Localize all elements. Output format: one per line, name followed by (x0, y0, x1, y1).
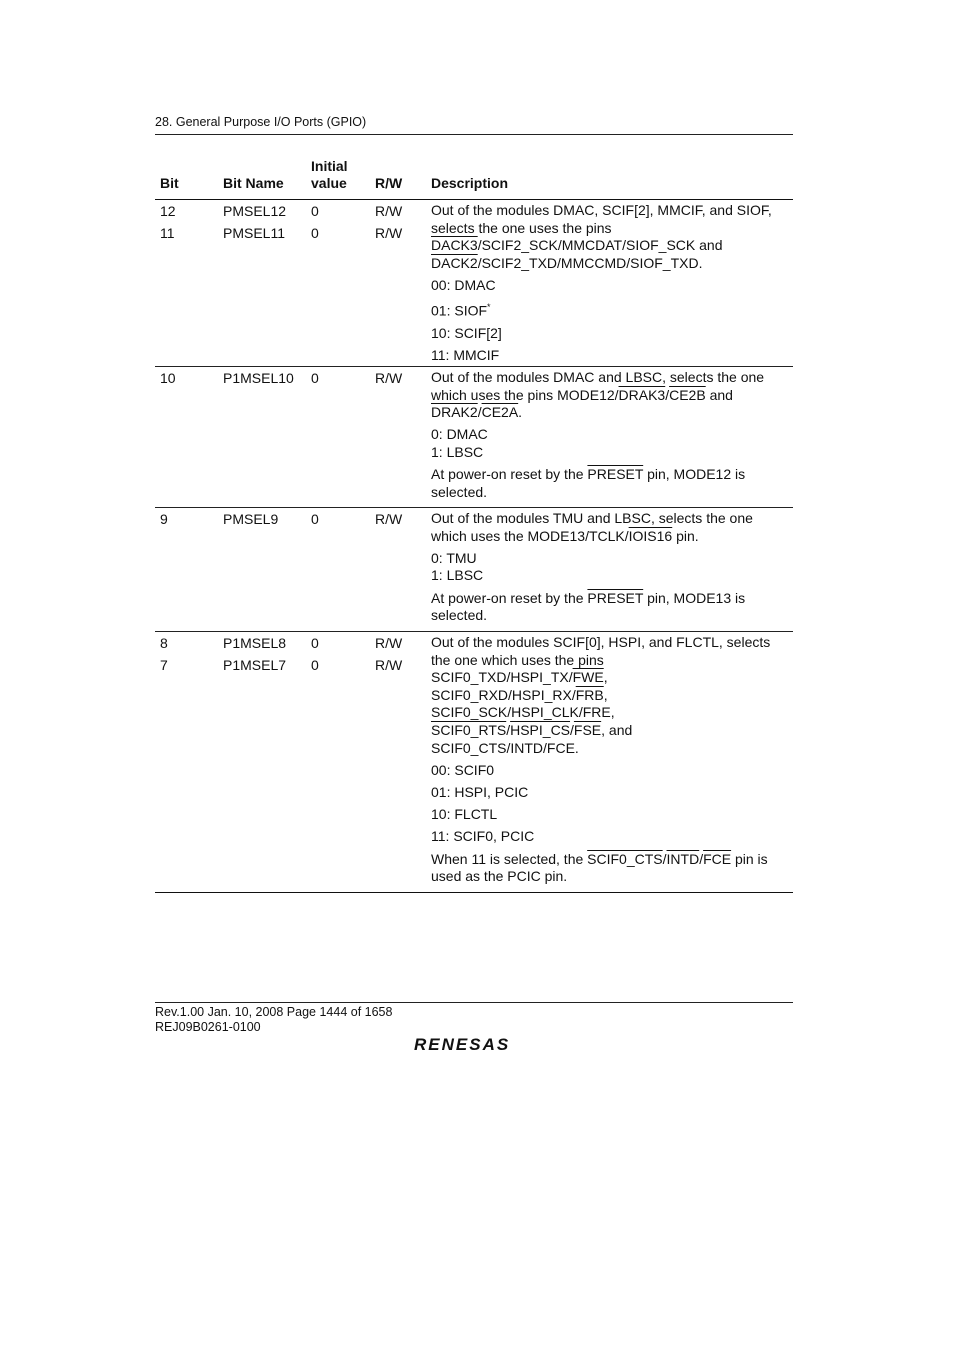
footnote-mark: * (487, 302, 491, 313)
col-bit-name: Bit Name (223, 175, 284, 191)
bit-number: 10 (160, 370, 176, 386)
option-line: 0: DMAC (431, 426, 488, 443)
description (431, 202, 793, 369)
description (431, 369, 793, 501)
table-row (155, 632, 793, 893)
desc-line: SCIF0_CTS/INTD/FCE. (431, 739, 579, 756)
footer-rule (155, 1002, 793, 1003)
bit-name: PMSEL12 (223, 203, 287, 219)
rw-value: R/W (375, 203, 403, 219)
desc-line: Out of the modules DMAC, SCIF[2], MMCIF, and SIOF, (431, 202, 772, 218)
bit-name: P1MSEL10 (223, 370, 294, 386)
bit-number: 8 (160, 635, 168, 651)
running-header (155, 115, 793, 129)
initial-value: 0 (311, 635, 319, 651)
bit-number: 9 (160, 511, 168, 527)
note-line: At power-on reset by the PRESET pin, MODE13 is (431, 589, 746, 606)
page-footer (155, 1005, 392, 1035)
col-bit: Bit (160, 175, 179, 191)
rw-value: R/W (375, 370, 403, 386)
svg-text:RENESAS: RENESAS (414, 1035, 511, 1054)
desc-line: Out of the modules DMAC and LBSC, selects the one (431, 369, 765, 385)
bit-name: P1MSEL8 (223, 635, 287, 651)
description (431, 634, 793, 886)
option-line: 11: SCIF0, PCIC (431, 828, 535, 845)
option-line: 00: SCIF0 (431, 761, 495, 778)
table-header (155, 158, 793, 200)
option-line: 01: SIOF* (431, 302, 491, 319)
bit-name: P1MSEL7 (223, 657, 287, 673)
table-row (155, 367, 793, 508)
description (431, 510, 793, 625)
desc-line: Out of the modules SCIF[0], HSPI, and FLCTL, selects (431, 634, 771, 650)
note-line: At power-on reset by the PRESET pin, MODE12 is (431, 466, 746, 483)
bit-number: 7 (160, 657, 168, 673)
rw-value: R/W (375, 635, 403, 651)
desc-line: DRAK2/CE2A. (431, 404, 523, 421)
note-line: When 11 is selected, the $SCIF0\_CTS/INTD/\overline{FCE}$ pin is (431, 850, 768, 867)
note-line: used as the PCIC pin. (431, 868, 568, 885)
option-line: 11: MMCIF (431, 347, 500, 364)
desc-line: selects the one uses the pins (431, 219, 612, 236)
renesas-logo-icon (412, 1034, 534, 1054)
col-initial-value: Initial value (311, 158, 348, 191)
renesas-logo (412, 1034, 534, 1059)
table-row (155, 200, 793, 367)
desc-line: SCIF0_SCK/HSPI_CLK/FRE, (431, 704, 615, 721)
desc-line: DACK2/SCIF2_TXD/MMCCMD/SIOF_TXD. (431, 254, 703, 271)
option-line: 00: DMAC (431, 276, 496, 293)
note-line: selected. (431, 483, 488, 500)
bit-number: 11 (160, 225, 175, 241)
option-line: 10: SCIF[2] (431, 325, 502, 341)
rw-value: R/W (375, 657, 403, 673)
initial-value: 0 (311, 225, 319, 241)
option-line: 1: LBSC (431, 443, 484, 460)
col-rw: R/W (375, 175, 403, 191)
initial-value: 0 (311, 203, 319, 219)
section-title: 28. General Purpose I/O Ports (GPIO) (155, 115, 367, 129)
bit-name: PMSEL11 (223, 225, 285, 241)
revision-info: Rev.1.00 Jan. 10, 2008 Page 1444 of 1658 (155, 1005, 393, 1019)
document-number: REJ09B0261-0100 (155, 1020, 261, 1034)
initial-value: 0 (311, 657, 319, 673)
desc-line: $SCIF0\_TXD/HSPI\_TX/\overline{FWE}$, (431, 669, 608, 686)
table-row (155, 508, 793, 632)
desc-line: which uses the MODE13/TCLK/IOIS16 pin. (431, 527, 699, 544)
desc-line: $SCIF0\_RTS/HSPI\_CS/\overline{FSE}$, and (431, 721, 633, 738)
desc-line: the one which uses the pins (431, 651, 604, 668)
bit-name: PMSEL9 (223, 511, 279, 527)
initial-value: 0 (311, 511, 319, 527)
option-line: 0: TMU (431, 549, 477, 566)
option-line: 10: FLCTL (431, 806, 498, 823)
rw-value: R/W (375, 511, 403, 527)
register-bit-table (155, 158, 793, 893)
col-description: Description (431, 175, 509, 191)
bit-number: 12 (160, 203, 176, 219)
note-line: selected. (431, 607, 488, 624)
desc-line: Out of the modules TMU and LBSC, selects the one (431, 510, 753, 526)
desc-line: $SCIF0\_RXD/HSPI\_RX/\overline{FRB}$, (431, 686, 608, 703)
desc-line: DACK3/SCIF2_SCK/MMCDAT/SIOF_SCK and (431, 237, 723, 254)
option-line: 1: LBSC (431, 567, 484, 584)
desc-line: which uses the pins MODE12/DRAK3/CE2B and (431, 386, 733, 403)
header-rule (155, 134, 793, 135)
rw-value: R/W (375, 225, 403, 241)
initial-value: 0 (311, 370, 319, 386)
option-line: 01: HSPI, PCIC (431, 783, 529, 800)
